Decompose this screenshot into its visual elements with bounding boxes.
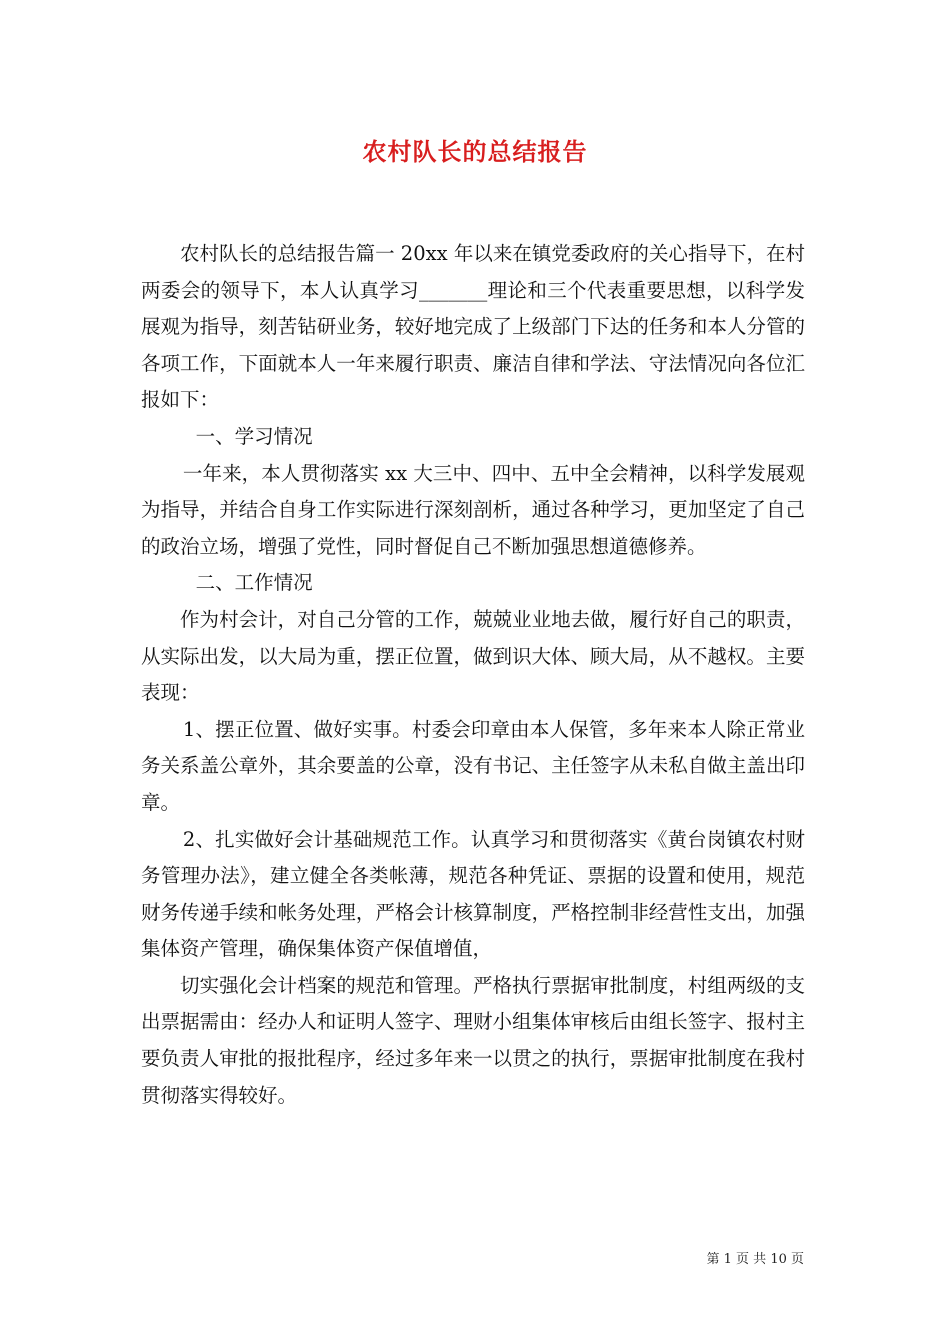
document-body	[141, 236, 805, 1114]
page-number: 第 1 页 共 10 页	[706, 1252, 804, 1267]
paragraph-intro: 农村队长的总结报告篇一 20xx 年以来在镇党委政府的关心指导下，在村两委会的领导下，本人认真学习_______理论和三个代表重要思想，以科学发展观为指导，刻苦钻研业务，较好地完成了上级部门下达的任务和本人分管的各项工作，下面就本人一年来履行职责、廉洁自律和学法、守法情况向各位汇报如下：	[141, 242, 805, 412]
paragraph-work-item-2: 2、扎实做好会计基础规范工作。认真学习和贯彻落实《黄台岗镇农村财务管理办法》，建立健全各类帐薄，规范各种凭证、票据的设置和使用，规范财务传递手续和帐务处理，严格会计核算制度，严格控制非经营性支出，加强集体资产管理，确保集体资产保值增值，	[141, 827, 805, 961]
section-heading-work: 二、工作情况	[195, 571, 313, 595]
paragraph-work-item-1: 1、摆正位置、做好实事。村委会印章由本人保管，多年来本人除正常业务关系盖公章外，其余要盖的公章，没有书记、主任签字从未私自做主盖出印章。	[141, 717, 805, 814]
paragraph-archives: 切实强化会计档案的规范和管理。严格执行票据审批制度，村组两级的支出票据需由：经办人和证明人签字、理财小组集体审核后由组长签字、报村主要负责人审批的报批程序，经过多年来一以贯之的执行，票据审批制度在我村贯彻落实得较好。	[141, 973, 805, 1107]
document-title: 农村队长的总结报告	[362, 137, 588, 166]
paragraph-study: 一年来，本人贯彻落实 xx 大三中、四中、五中全会精神，以科学发展观为指导，并结合自身工作实际进行深刻剖析，通过各种学习，更加坚定了自己的政治立场，增强了党性，同时督促自己不断加强思想道德修养。	[141, 461, 805, 558]
section-heading-study: 一、学习情况	[195, 424, 313, 448]
paragraph-work-intro: 作为村会计，对自己分管的工作，兢兢业业地去做，履行好自己的职责，从实际出发，以大局为重，摆正位置，做到识大体、顾大局，从不越权。主要表现：	[141, 607, 805, 705]
